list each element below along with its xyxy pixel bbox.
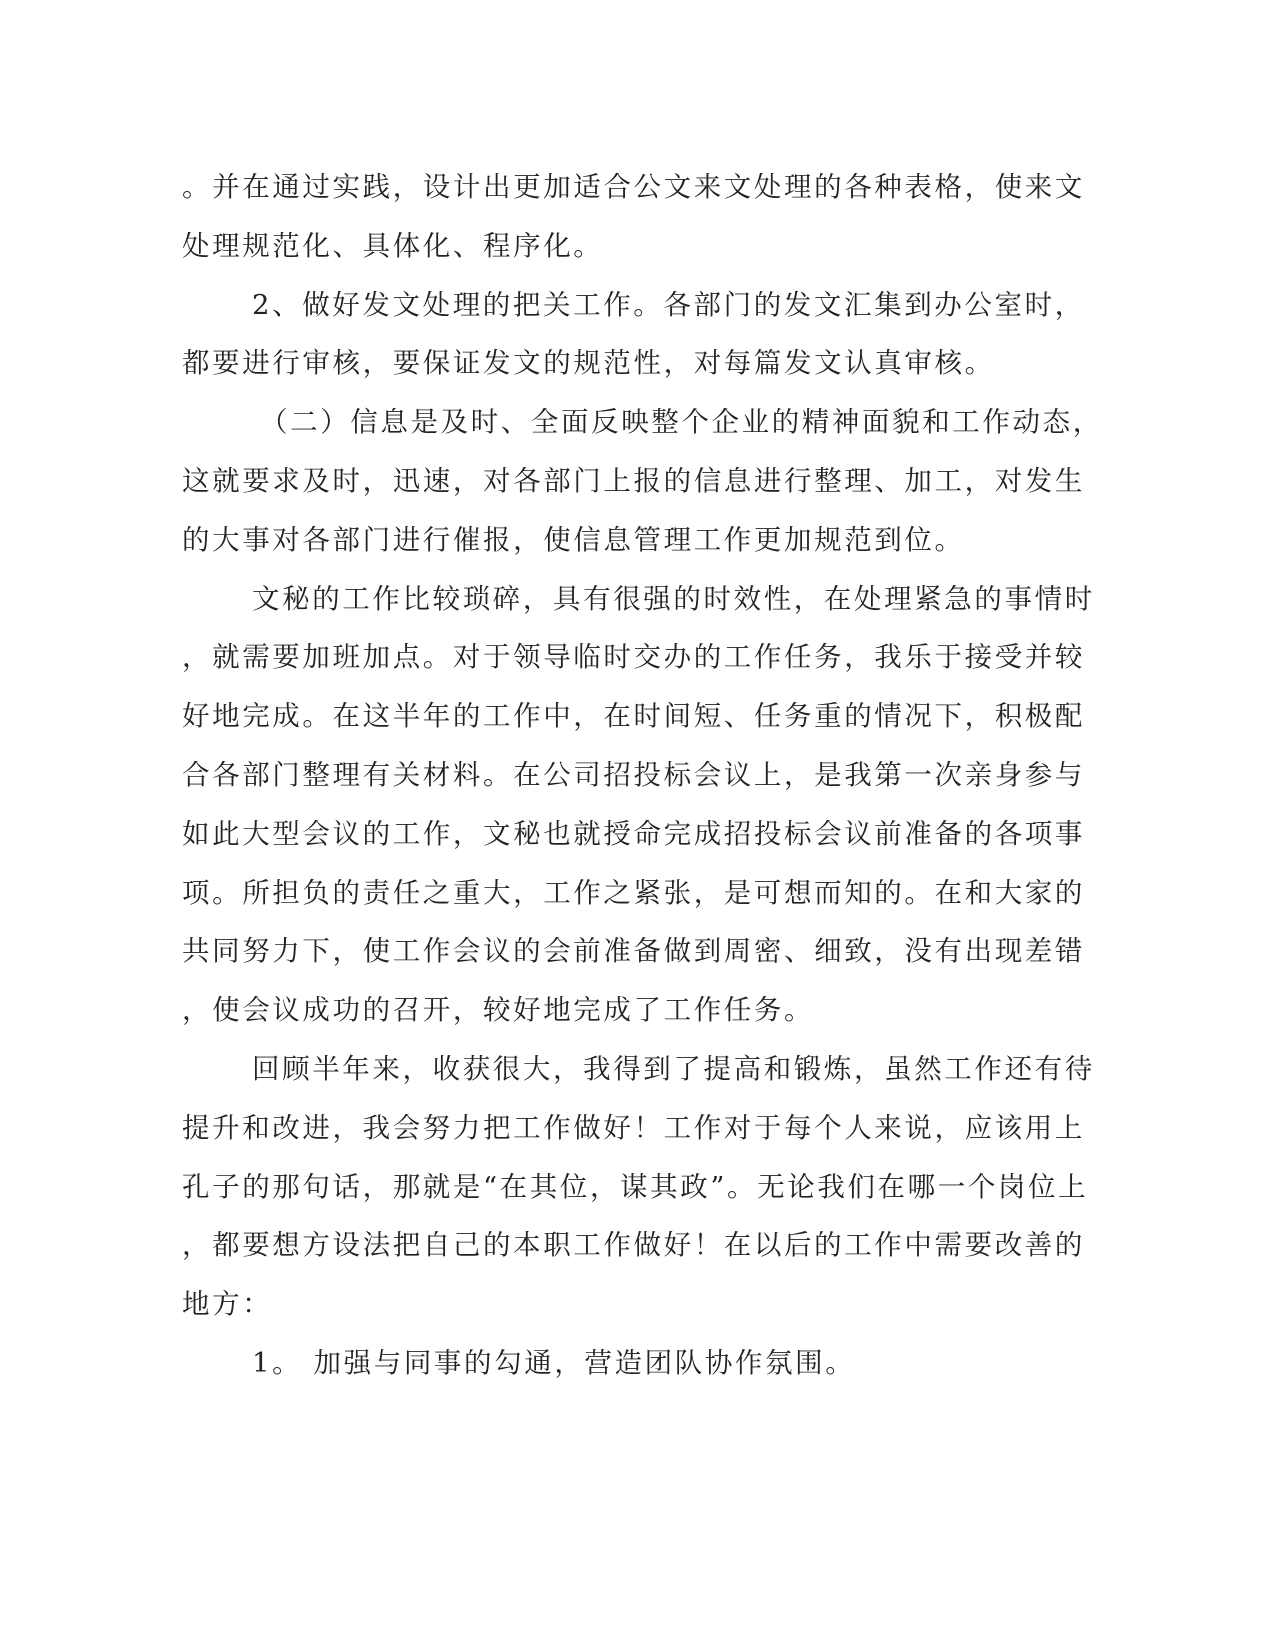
text-line: 共同努力下，使工作会议的会前准备做到周密、细致，没有出现差错 <box>182 935 1085 968</box>
paragraph-information <box>182 393 1103 569</box>
text-line: 这就要求及时，迅速，对各部门上报的信息进行整理、加工，对发生 <box>182 464 1085 497</box>
paragraph-secretary-work <box>182 570 1095 1040</box>
text-line: 处理规范化、具体化、程序化。 <box>182 229 604 262</box>
paragraph-outgoing-docs <box>182 276 1085 394</box>
text-line: 的大事对各部门进行催报，使信息管理工作更加规范到位。 <box>182 523 965 556</box>
text-line: 1。 加强与同事的勾通，营造团队协作氛围。 <box>252 1346 856 1379</box>
paragraph-improvement-1 <box>182 1334 1042 1393</box>
paragraph-incoming-docs <box>182 158 1085 276</box>
text-line: ，就需要加班加点。对于领导临时交办的工作任务，我乐于接受并较 <box>182 641 1085 674</box>
text-line: 地方： <box>182 1288 273 1321</box>
text-line: 如此大型会议的工作，文秘也就授命完成招投标会议前准备的各项事 <box>182 817 1085 850</box>
text-line: 项。所担负的责任之重大，工作之紧张，是可想而知的。在和大家的 <box>182 876 1085 909</box>
text-line: 孔子的那句话，那就是“在其位，谋其政”。无论我们在哪一个岗位上 <box>182 1170 1089 1203</box>
text-line: 。并在通过实践，设计出更加适合公文来文处理的各种表格，使来文 <box>182 171 1085 203</box>
text-line: ，使会议成功的召开，较好地完成了工作任务。 <box>182 994 815 1027</box>
text-line: 好地完成。在这半年的工作中，在时间短、任务重的情况下，积极配 <box>182 700 1085 733</box>
text-line: 回顾半年来，收获很大，我得到了提高和锻炼，虽然工作还有待 <box>252 1052 1095 1085</box>
text-line: 2、做好发文处理的把关工作。各部门的发文汇集到办公室时， <box>252 288 1085 321</box>
text-line: （二）信息是及时、全面反映整个企业的精神面貌和工作动态， <box>260 406 1103 439</box>
text-line: 提升和改进，我会努力把工作做好！工作对于每个人来说，应该用上 <box>182 1111 1085 1144</box>
document-body <box>182 158 1103 1393</box>
text-line: 文秘的工作比较琐碎，具有很强的时效性，在处理紧急的事情时 <box>252 582 1095 615</box>
paragraph-review <box>182 1040 1095 1334</box>
text-line: ，都要想方设法把自己的本职工作做好！在以后的工作中需要改善的 <box>182 1229 1085 1262</box>
text-line: 合各部门整理有关材料。在公司招投标会议上，是我第一次亲身参与 <box>182 758 1085 791</box>
text-line: 都要进行审核，要保证发文的规范性，对每篇发文认真审核。 <box>182 347 995 380</box>
